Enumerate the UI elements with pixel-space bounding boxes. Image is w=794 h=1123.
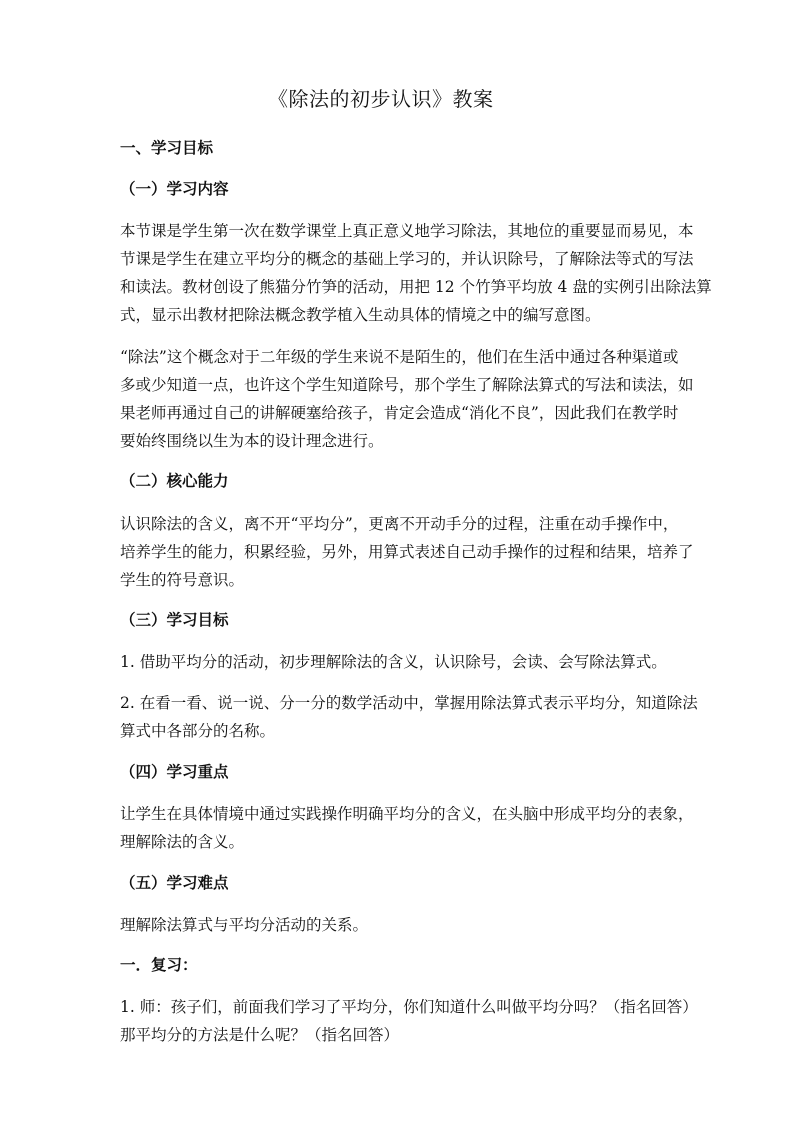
list-item-objective-2	[120, 689, 718, 745]
paragraph-learning-content-2	[120, 343, 718, 455]
list-item-objective-1	[120, 648, 718, 676]
text-line: 那平均分的方法是什么呢？（指名回答）	[120, 1026, 400, 1044]
text-line: 和读法。教材创设了熊猫分竹笋的活动，用把 12 个竹笋平均放 4 盘的实例引出除法算	[120, 278, 712, 296]
text-line: 学生的符号意识。	[120, 571, 245, 589]
text-line: 理解除法的含义。	[120, 833, 245, 851]
text-line: “除法”这个概念对于二年级的学生来说不是陌生的，他们在生活中通过各种渠道或	[120, 348, 679, 366]
text-line: 要始终围绕以生为本的设计理念进行。	[120, 432, 384, 450]
text-line: 果老师再通过自己的讲解硬塞给孩子，肯定会造成“消化不良”，因此我们在教学时	[120, 404, 679, 422]
subheading-key-points: （四）学习重点	[120, 763, 229, 781]
text-line: 多或少知道一点，也许这个学生知道除号，那个学生了解除法算式的写法和读法，如	[120, 376, 694, 394]
section-heading-learning-goals: 一、学习目标	[120, 139, 214, 157]
text-line: 认识除法的含义，离不开“平均分”，更离不开动手分的过程，注重在动手操作中，	[120, 515, 679, 533]
text-line: 理解除法算式与平均分活动的关系。	[120, 916, 369, 934]
text-line: 1. 师：孩子们，前面我们学习了平均分，你们知道什么叫做平均分吗？（指名回答）	[120, 998, 698, 1016]
document-title: 《除法的初步认识》教案	[268, 87, 494, 111]
subheading-learning-objectives: （三）学习目标	[120, 611, 229, 629]
subheading-difficulties: （五）学习难点	[120, 874, 229, 892]
section-heading-review: 一．复习：	[120, 956, 198, 974]
paragraph-key-points	[120, 800, 718, 856]
paragraph-difficulties	[120, 911, 718, 939]
text-line: 节课是学生在建立平均分的概念的基础上学习的，并认识除号，了解除法等式的写法	[120, 250, 694, 268]
text-line: 2. 在看一看、说一说、分一分的数学活动中，掌握用除法算式表示平均分，知道除法	[120, 694, 698, 712]
text-line: 1. 借助平均分的活动，初步理解除法的含义，认识除号，会读、会写除法算式。	[120, 653, 667, 671]
text-line: 算式中各部分的名称。	[120, 722, 276, 740]
text-line: 培养学生的能力，积累经验，另外，用算式表述自己动手操作的过程和结果，培养了	[120, 543, 694, 561]
paragraph-core-ability	[120, 510, 718, 594]
subheading-core-ability: （二）核心能力	[120, 472, 229, 490]
paragraph-learning-content-1	[120, 217, 718, 329]
subheading-learning-content: （一）学习内容	[120, 180, 229, 198]
list-item-review-1	[120, 993, 718, 1049]
text-line: 本节课是学生第一次在数学课堂上真正意义地学习除法，其地位的重要显而易见，本	[120, 222, 694, 240]
text-line: 式，显示出教材把除法概念教学植入生动具体的情境之中的编写意图。	[120, 306, 601, 324]
text-line: 让学生在具体情境中通过实践操作明确平均分的含义，在头脑中形成平均分的表象，	[120, 805, 694, 823]
